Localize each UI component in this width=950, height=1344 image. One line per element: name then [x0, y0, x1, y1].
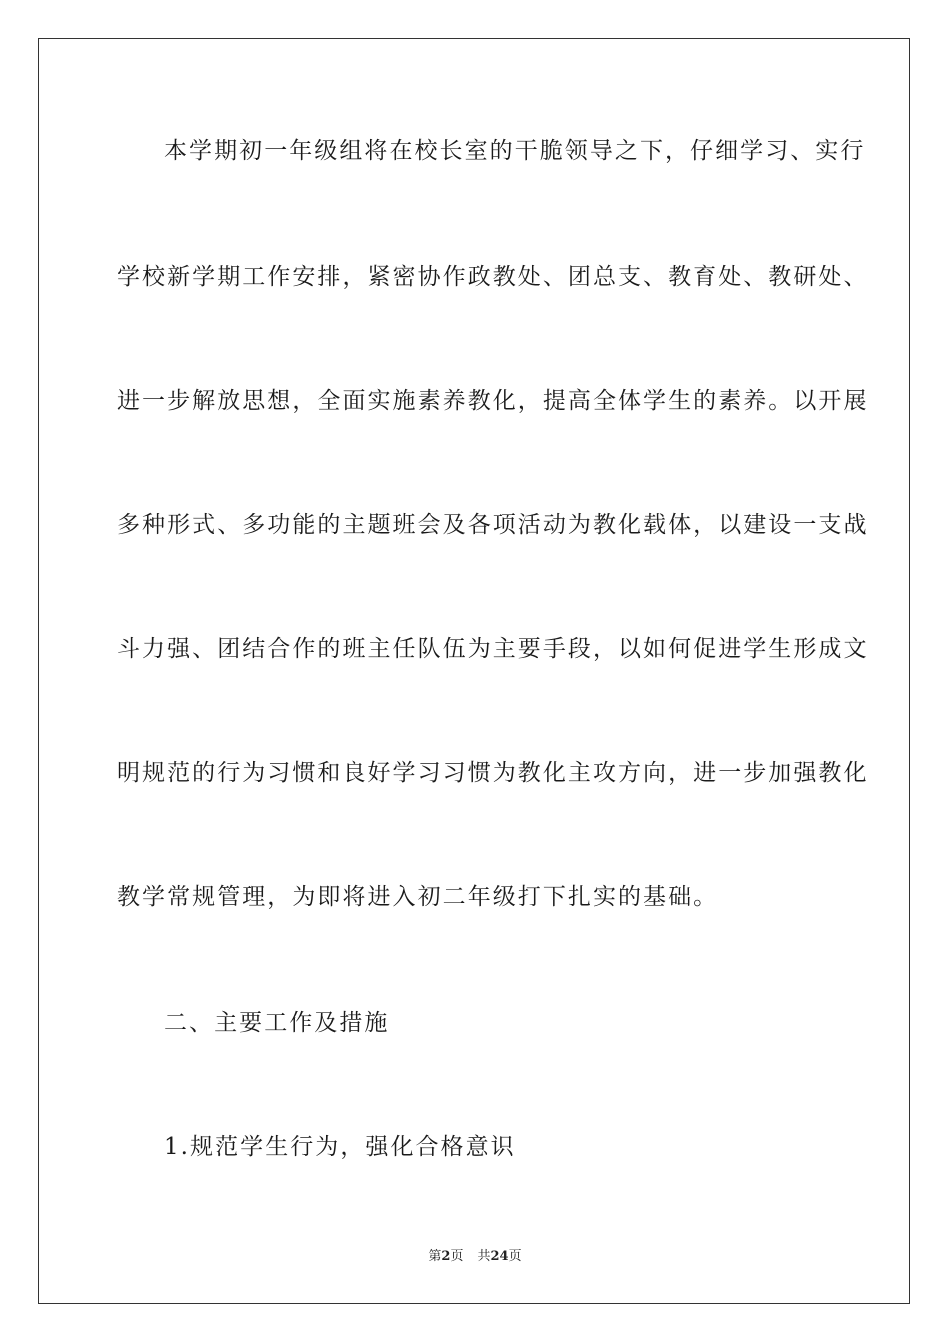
body-paragraph-line: 多种形式、多功能的主题班会及各项活动为教化载体，以建设一支战	[117, 512, 869, 538]
page-prefix: 第	[428, 1249, 442, 1264]
page-footer	[0, 1248, 950, 1266]
body-paragraph-line: 明规范的行为习惯和良好学习习惯为教化主攻方向，进一步加强教化	[117, 760, 869, 786]
section-heading: 二、主要工作及措施	[164, 1010, 390, 1036]
page-suffix: 页	[450, 1249, 464, 1264]
body-paragraph-line: 教学常规管理，为即将进入初二年级打下扎实的基础。	[117, 884, 719, 910]
total-suffix: 页	[508, 1249, 522, 1264]
body-paragraph-line: 学校新学期工作安排，紧密协作政教处、团总支、教育处、教研处、	[117, 264, 869, 290]
body-paragraph-line: 进一步解放思想，全面实施素养教化，提高全体学生的素养。以开展	[117, 388, 869, 414]
body-paragraph-line: 本学期初一年级组将在校长室的干脆领导之下，仔细学习、实行	[164, 138, 866, 164]
total-pages: 24	[490, 1249, 509, 1264]
total-prefix: 共	[477, 1249, 491, 1264]
page-number: 2	[441, 1249, 451, 1264]
body-paragraph-line: 斗力强、团结合作的班主任队伍为主要手段，以如何促进学生形成文	[117, 636, 869, 662]
subsection-heading: 1.规范学生行为，强化合格意识	[164, 1134, 516, 1160]
page-border	[38, 38, 910, 1304]
